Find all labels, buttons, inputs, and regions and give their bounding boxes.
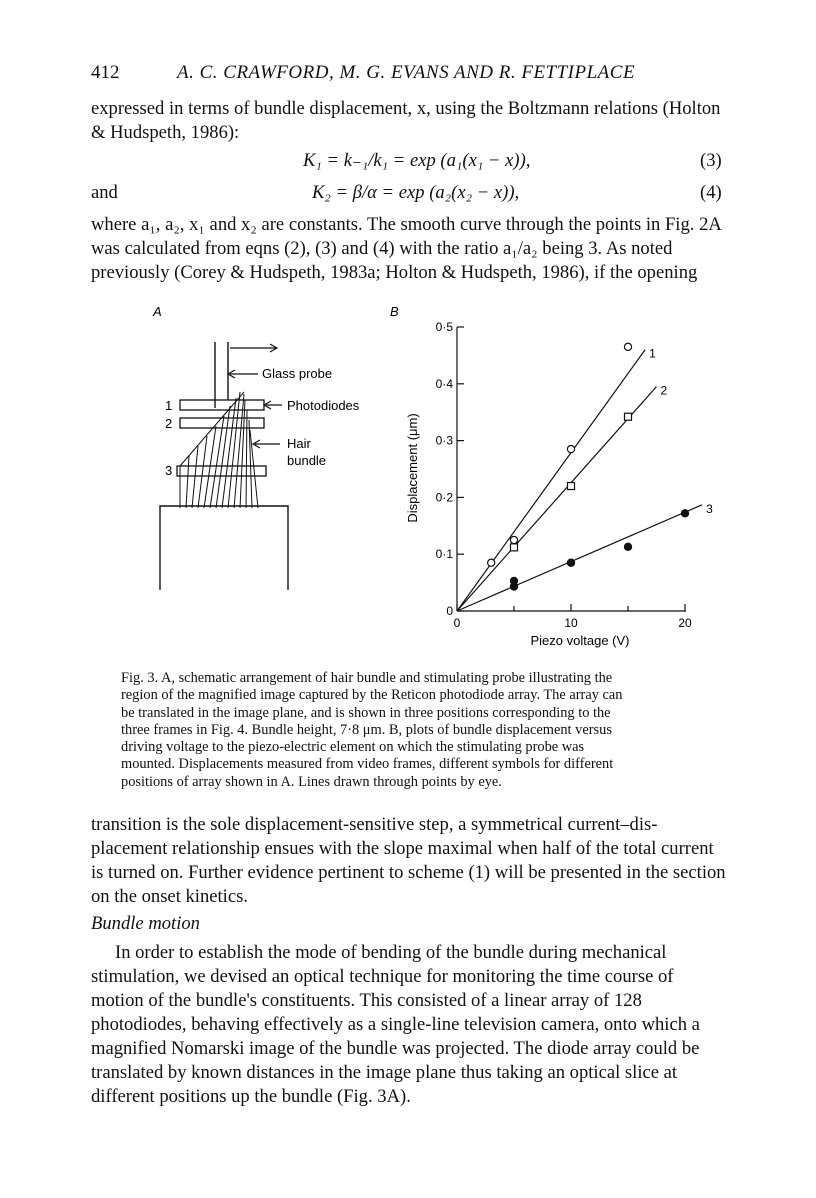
- y-tick-label: 0·5: [435, 320, 453, 334]
- glass-probe-pointer: [228, 370, 258, 378]
- para3-line-4: on the onset kinetics.: [91, 886, 248, 907]
- caption-line-1: Fig. 3. A, schematic arrangement of hair bundle and stimulating probe illustrating the: [121, 670, 613, 686]
- series-1-point: [510, 536, 517, 543]
- series-2-point: [568, 483, 575, 490]
- series-3-line: [457, 505, 702, 611]
- panel-a-label: A: [153, 304, 162, 319]
- section-heading: Bundle motion: [91, 913, 200, 934]
- series-2-point: [511, 544, 518, 551]
- intro-line-2: & Hudspeth, 1986):: [91, 122, 240, 143]
- photodiodes-pointer: [264, 401, 282, 409]
- figure-3: [140, 300, 720, 660]
- position-label-2: 2: [165, 416, 173, 431]
- para3-line-1: transition is the sole displacement-sensitive step, a symmetrical current–dis-: [91, 814, 658, 835]
- series-1-point: [567, 446, 574, 453]
- para4-line-2: stimulation, we devised an optical technique for monitoring the time course of: [91, 966, 674, 987]
- series-3-point: [624, 543, 631, 550]
- x-axis-title: Piezo voltage (V): [530, 633, 630, 648]
- y-tick-label: 0·3: [435, 433, 453, 448]
- hair-cell-body: [160, 506, 288, 590]
- hair-label: Hair: [287, 436, 311, 451]
- x-tick-label: 10: [564, 616, 578, 630]
- probe-arrow-icon: [230, 344, 277, 352]
- series-3-point: [567, 559, 574, 566]
- panel-b-label: B: [390, 304, 399, 319]
- series-1-point: [624, 343, 631, 350]
- para3-line-2: placement relationship ensues with the slope maximal when half of the total current: [91, 838, 714, 859]
- para4-line-6: translated by known distances in the image plane thus taking an optical slice at: [91, 1062, 678, 1083]
- bundle-label: bundle: [287, 453, 327, 468]
- para2-line-3: previously (Corey & Hudspeth, 1983a; Holton & Hudspeth, 1986), if the opening: [91, 262, 698, 283]
- equation-4: K₂ = β/α = exp (a₂(x₂ − x)),: [312, 182, 520, 203]
- para4-line-7: different positions up the bundle (Fig. 3A).: [91, 1086, 411, 1107]
- intro-line-1: expressed in terms of bundle displacement, x, using the Boltzmann relations (Holton: [91, 98, 721, 119]
- para3: [91, 813, 731, 909]
- panel-a-schematic: [152, 304, 360, 590]
- equation-4-number: (4): [700, 182, 722, 203]
- x-tick-label: 20: [678, 616, 692, 630]
- photodiodes-label: Photodiodes: [287, 398, 360, 413]
- para4-line-3: motion of the bundle's constituents. This consisted of a linear array of 128: [91, 990, 642, 1011]
- para4: [91, 941, 731, 1109]
- y-tick-label: 0·1: [435, 547, 453, 562]
- y-tick-label: 0: [446, 604, 453, 618]
- panel-b-chart: [405, 320, 713, 648]
- caption-line-4: three frames in Fig. 4. Bundle height, 7·8 μm. B, plots of bundle displacement versus: [121, 721, 612, 738]
- para2-line-1: where a₁, a₂, x₁ and x₂ are constants. The smooth curve through the points in Fig. 2A: [91, 214, 722, 235]
- y-tick-label: 0·2: [435, 490, 453, 505]
- author-line: A. C. CRAWFORD, M. G. EVANS AND R. FETTIPLACE: [177, 62, 636, 83]
- figure-caption: [121, 670, 699, 791]
- caption-line-3: be translated in the image plane, and is shown in three positions corresponding to the: [121, 704, 611, 721]
- equation-3: K₁ = k₋₁/k₁ = exp (a₁(x₁ − x)),: [303, 150, 531, 171]
- equation-3-number: (3): [700, 150, 722, 171]
- para3-line-3: is turned on. Further evidence pertinent to scheme (1) will be presented in the section: [91, 862, 726, 883]
- series-2-point: [625, 413, 632, 420]
- para4-line-4: photodiodes, behaving effectively as a single-line television camera, onto which a: [91, 1014, 700, 1035]
- series-2-label: 2: [660, 383, 668, 398]
- series-3-point: [510, 583, 517, 590]
- glass-probe-shape: [215, 342, 228, 408]
- page-number: 412: [91, 62, 120, 83]
- x-tick-label: 0: [453, 616, 461, 630]
- series-3-label: 3: [706, 501, 713, 516]
- series-1-line: [457, 350, 645, 611]
- para2-line-2: was calculated from eqns (2), (3) and (4) with the ratio a₁/a₂ being 3. As noted: [91, 238, 673, 259]
- series-3-point: [681, 510, 688, 517]
- y-tick-label: 0·4: [435, 376, 453, 391]
- para4-line-1: In order to establish the mode of bending of the bundle during mechanical: [115, 942, 667, 963]
- photodiode-position-1: [180, 400, 264, 410]
- position-label-1: 1: [165, 398, 173, 413]
- caption-line-7: positions of array shown in A. Lines drawn through points by eye.: [121, 773, 502, 790]
- equation-4-lead: and: [91, 182, 118, 203]
- para4-line-5: magnified Nomarski image of the bundle was projected. The diode array could be: [91, 1038, 700, 1059]
- position-label-3: 3: [165, 463, 173, 478]
- series-1-label: 1: [649, 346, 656, 361]
- caption-line-5: driving voltage to the piezo-electric element on which the stimulating probe was: [121, 739, 585, 756]
- series-1-point: [488, 559, 495, 566]
- hair-bundle-pointer: [253, 440, 280, 448]
- caption-line-2: region of the magnified image captured by the Reticon photodiode array. The array can: [121, 687, 623, 704]
- caption-line-6: mounted. Displacements measured from video frames, different symbols for different: [121, 756, 614, 773]
- y-axis-title: Displacement (μm): [405, 413, 420, 523]
- glass-probe-label: Glass probe: [262, 366, 333, 381]
